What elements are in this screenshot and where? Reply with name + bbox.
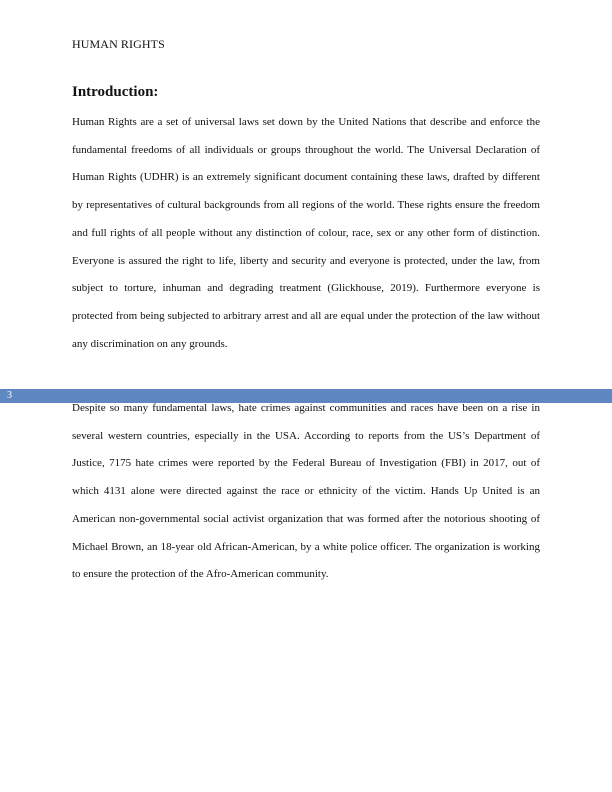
section-heading: Introduction: [72, 84, 159, 100]
paragraph-introduction: Human Rights are a set of universal laws set down by the United Nations that describe and enforce the fundamental freedoms of all individuals or groups throughout the world. The Universal Declaration of Human Rights (UDHR) is an extremely significant document containing these laws, drafted by different by representatives of cultural backgrounds from all regions of the world. These rights ensure the freedom and full rights of all people without any distinction of colour, race, sex or any other form of distinction. Everyone is assured the right to life, liberty and security and everyone is protected, under the law, from subject to torture, inhuman and degrading treatment (Glickhouse, 2019). Furthermore everyone is protected from being subjected to arbitrary arrest and all are equal under the protection of the law without any discrimination on any grounds. [72, 116, 540, 350]
page-number: 3 [7, 390, 12, 401]
paragraph-hate-crimes: Despite so many fundamental laws, hate crimes against communities and races have been on a rise in several western countries, especially in the USA. According to reports from the US’s Department of Justice, 7175 hate crimes were reported by the Federal Bureau of Investigation (FBI) in 2017, out of which 4131 alone were directed against the race or ethnicity of the victim. Hands Up United is an American non-governmental social activist organization that was formed after the notorious shooting of Michael Brown, an 18-year old African-American, by a white police officer. The organization is working to ensure the protection of the Afro-American community. [72, 402, 540, 581]
running-head: HUMAN RIGHTS [72, 37, 165, 51]
